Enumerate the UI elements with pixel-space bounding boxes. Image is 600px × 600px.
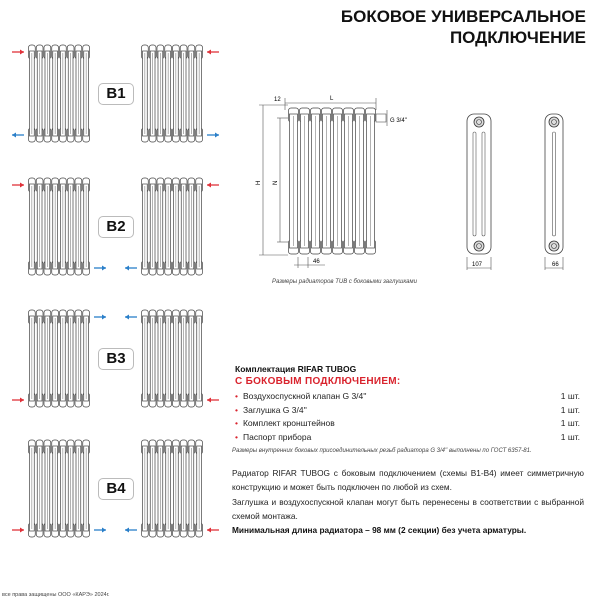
radiator-left xyxy=(29,45,90,142)
radiator-left xyxy=(29,178,90,275)
supply-arrow-icon xyxy=(12,528,24,533)
return-arrow-icon xyxy=(12,133,24,138)
kit-item-name: Воздухоспускной клапан G 3/4'' xyxy=(242,391,367,401)
kit-item xyxy=(235,418,580,428)
scheme-label: B1 xyxy=(98,83,134,105)
radiator-right xyxy=(142,178,203,275)
description xyxy=(232,466,584,537)
kit-item xyxy=(235,432,580,442)
dim-107: 107 xyxy=(472,262,483,268)
supply-arrow-icon xyxy=(12,183,24,188)
dim-N: N xyxy=(273,180,279,185)
bullet-icon: • xyxy=(235,432,238,443)
supply-arrow-icon xyxy=(12,50,24,55)
return-arrow-icon xyxy=(125,315,137,320)
radiator-right xyxy=(142,440,203,537)
description-p2: Заглушка и воздухоспускной клапан могут быть перенесены в соответствии с выбранной схемой монтажа. xyxy=(232,496,584,521)
kit-item xyxy=(235,405,580,415)
kit-item-qty: 1 шт. xyxy=(560,391,580,401)
kit-item-name: Комплект кронштейнов xyxy=(242,418,335,429)
bullet-icon: • xyxy=(235,418,238,429)
scheme-label: B2 xyxy=(98,216,134,238)
return-arrow-icon xyxy=(94,315,106,320)
description-p1: Радиатор RIFAR TUBOG с боковым подключением (схемы B1-B4) имеет симметричную конструкцию и может быть подключен по любой из схем. xyxy=(232,468,584,493)
description-p3: Минимальная длина радиатора – 98 мм (2 секции) без учета арматуры. xyxy=(232,525,527,536)
radiator-side-views xyxy=(467,114,563,270)
kit-title: Комплектация RIFAR TUBOG xyxy=(235,364,357,374)
supply-arrow-icon xyxy=(12,398,24,403)
kit-item xyxy=(235,391,580,401)
dimension-drawing xyxy=(250,90,590,290)
kit-item-qty: 1 шт. xyxy=(560,418,580,429)
scheme-label: B4 xyxy=(98,478,134,500)
radiator-left xyxy=(29,310,90,407)
kit-item-name: Паспорт прибора xyxy=(242,432,312,443)
dim-46: 46 xyxy=(313,259,320,265)
return-arrow-icon xyxy=(94,266,106,271)
return-arrow-icon xyxy=(125,266,137,271)
kit-item-name: Заглушка G 3/4'' xyxy=(242,404,307,415)
thread-note: Размеры внутренних боковых присоединительных резьб радиатора G 3/4'' выполнены по ГОСТ 6357-81. xyxy=(232,448,532,454)
supply-arrow-icon xyxy=(207,183,219,188)
radiator-right xyxy=(142,310,203,407)
radiator-front-view xyxy=(289,108,376,254)
dim-66: 66 xyxy=(552,262,559,268)
return-arrow-icon xyxy=(207,133,219,138)
bullet-icon: • xyxy=(235,404,238,415)
dim-L: L xyxy=(330,96,334,102)
scheme-label: B3 xyxy=(98,348,134,370)
supply-arrow-icon xyxy=(207,50,219,55)
kit-subtitle: С БОКОВЫМ ПОДКЛЮЧЕНИЕМ: xyxy=(235,376,401,387)
copyright: все права защищены ООО «КАРЭ» 2024г. xyxy=(2,592,110,598)
dim-H: H xyxy=(256,180,262,185)
return-arrow-icon xyxy=(94,528,106,533)
supply-arrow-icon xyxy=(207,528,219,533)
drawing-caption: Размеры радиаторов TUB с боковыми заглушками xyxy=(272,279,417,285)
radiator-left xyxy=(29,440,90,537)
radiator-right xyxy=(142,45,203,142)
return-arrow-icon xyxy=(125,528,137,533)
kit-item-qty: 1 шт. xyxy=(560,432,580,443)
dim-12: 12 xyxy=(274,97,281,103)
kit-item-qty: 1 шт. xyxy=(560,404,580,415)
thread-label: G 3/4'' xyxy=(390,118,407,124)
page-title: БОКОВОЕ УНИВЕРСАЛЬНОЕ ПОДКЛЮЧЕНИЕ xyxy=(340,7,586,47)
bullet-icon: • xyxy=(235,391,238,401)
supply-arrow-icon xyxy=(207,398,219,403)
